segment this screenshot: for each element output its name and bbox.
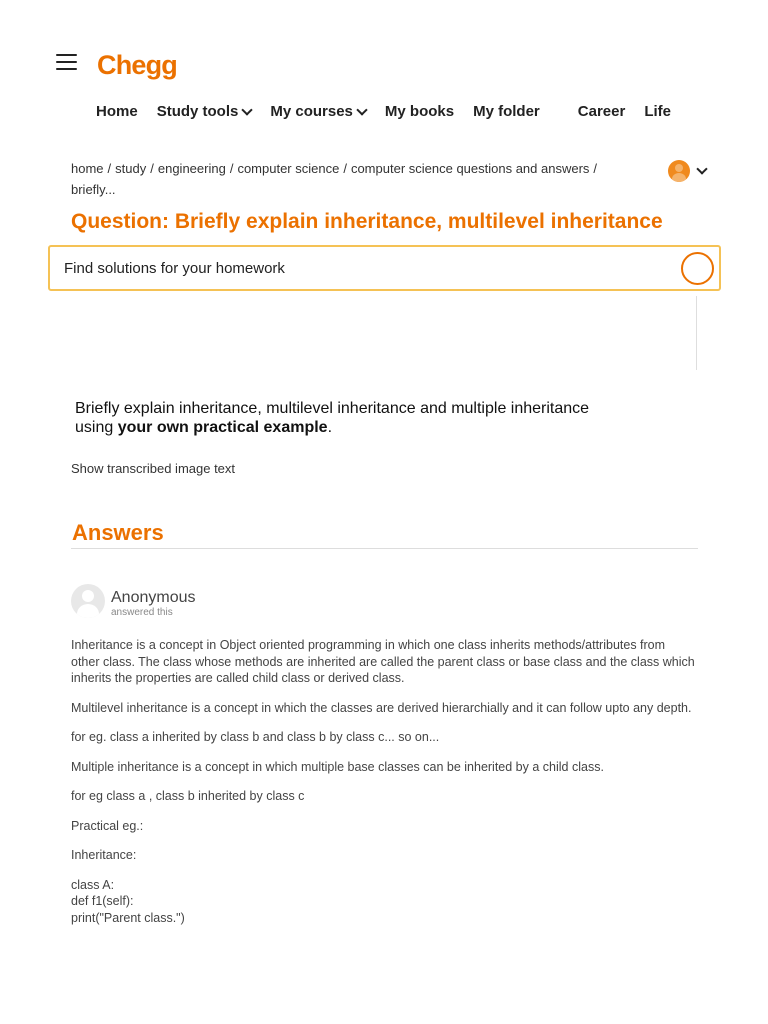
question-line-2-bold: your own practical example [117,419,328,436]
user-avatar-icon [668,160,690,182]
breadcrumb-separator: / [593,161,598,176]
answer-paragraph: Multilevel inheritance is a concept in which the classes are derived hierarchially and it can follow upto any depth. [71,700,692,715]
user-menu[interactable] [668,160,706,182]
breadcrumb-separator: / [107,161,112,176]
code-line: print("Parent class.") [71,910,185,925]
answer-paragraph: for eg. class a inherited by class b and class b by class c... so on... [71,730,440,744]
nav-my-folder-label: My folder [473,103,540,120]
answer-author-sub: answered this [111,607,173,618]
breadcrumb-separator: / [229,161,234,176]
answer-body [71,637,696,926]
breadcrumb [71,158,631,200]
nav-my-books[interactable] [385,103,454,120]
nav-my-books-label: My books [384,103,455,120]
answers-divider [71,548,698,549]
anonymous-avatar-icon [71,584,105,618]
breadcrumb-separator: / [150,161,154,176]
search-bar [48,245,721,291]
chevron-down-icon [242,104,253,115]
answers-heading: Answers [72,520,164,545]
nav-life-label: Life [644,103,671,120]
nav-study-tools-label: Study tools [156,103,239,120]
question-line-2-prefix: using [75,419,118,436]
breadcrumb-computer-science[interactable]: computer science [237,161,340,176]
code-line: class A: [71,877,115,892]
nav-home[interactable] [96,103,138,120]
question-title: Question: Briefly explain inheritance, multilevel inheritance [71,210,663,233]
breadcrumb-home[interactable]: home [71,161,104,176]
chevron-down-icon [696,163,707,174]
question-line-1: Briefly explain inheritance, multilevel inheritance and multiple inheritance [75,400,590,417]
search-circle-icon[interactable] [681,252,714,285]
answer-author: Anonymous [111,589,196,606]
answer-paragraph: Practical eg.: [71,818,144,833]
show-transcribed-link[interactable]: Show transcribed image text [71,461,236,476]
nav-home-label: Home [96,103,138,120]
nav-study-tools[interactable] [157,103,252,120]
breadcrumb-current: briefly... [71,182,116,197]
main-nav [96,103,690,120]
answer-paragraph: Inheritance is a concept in Object oriented programming in which one class inherits methods/attributes from other class. The class whose methods are inherited are called the parent class or base class and the class which inherits the properties are called child class or derived class. [71,638,695,685]
breadcrumb-cs-questions[interactable]: computer science questions and answers [350,161,590,176]
breadcrumb-separator: / [343,161,347,176]
answer-paragraph: Multiple inheritance is a concept in which multiple base classes can be inherited by a child class. [71,759,604,774]
code-line: def f1(self): [71,894,134,908]
question-line-2-suffix: . [327,419,333,436]
divider [696,296,697,370]
search-input[interactable] [64,260,644,277]
nav-my-courses[interactable] [270,103,366,120]
breadcrumb-engineering[interactable]: engineering [157,161,226,176]
chevron-down-icon [356,104,367,115]
nav-my-folder[interactable] [473,103,540,120]
breadcrumb-study[interactable]: study [115,161,147,176]
question-line-2 [75,418,589,437]
answer-paragraph: for eg class a , class b inherited by class c [71,789,305,803]
nav-career[interactable] [578,103,626,120]
hamburger-menu-icon[interactable] [56,54,77,74]
nav-my-courses-label: My courses [270,103,353,120]
question-body [75,399,589,437]
answer-paragraph: Inheritance: [71,848,137,862]
nav-career-label: Career [577,103,626,120]
nav-life[interactable] [644,103,671,120]
chegg-logo[interactable]: Chegg [97,50,177,80]
